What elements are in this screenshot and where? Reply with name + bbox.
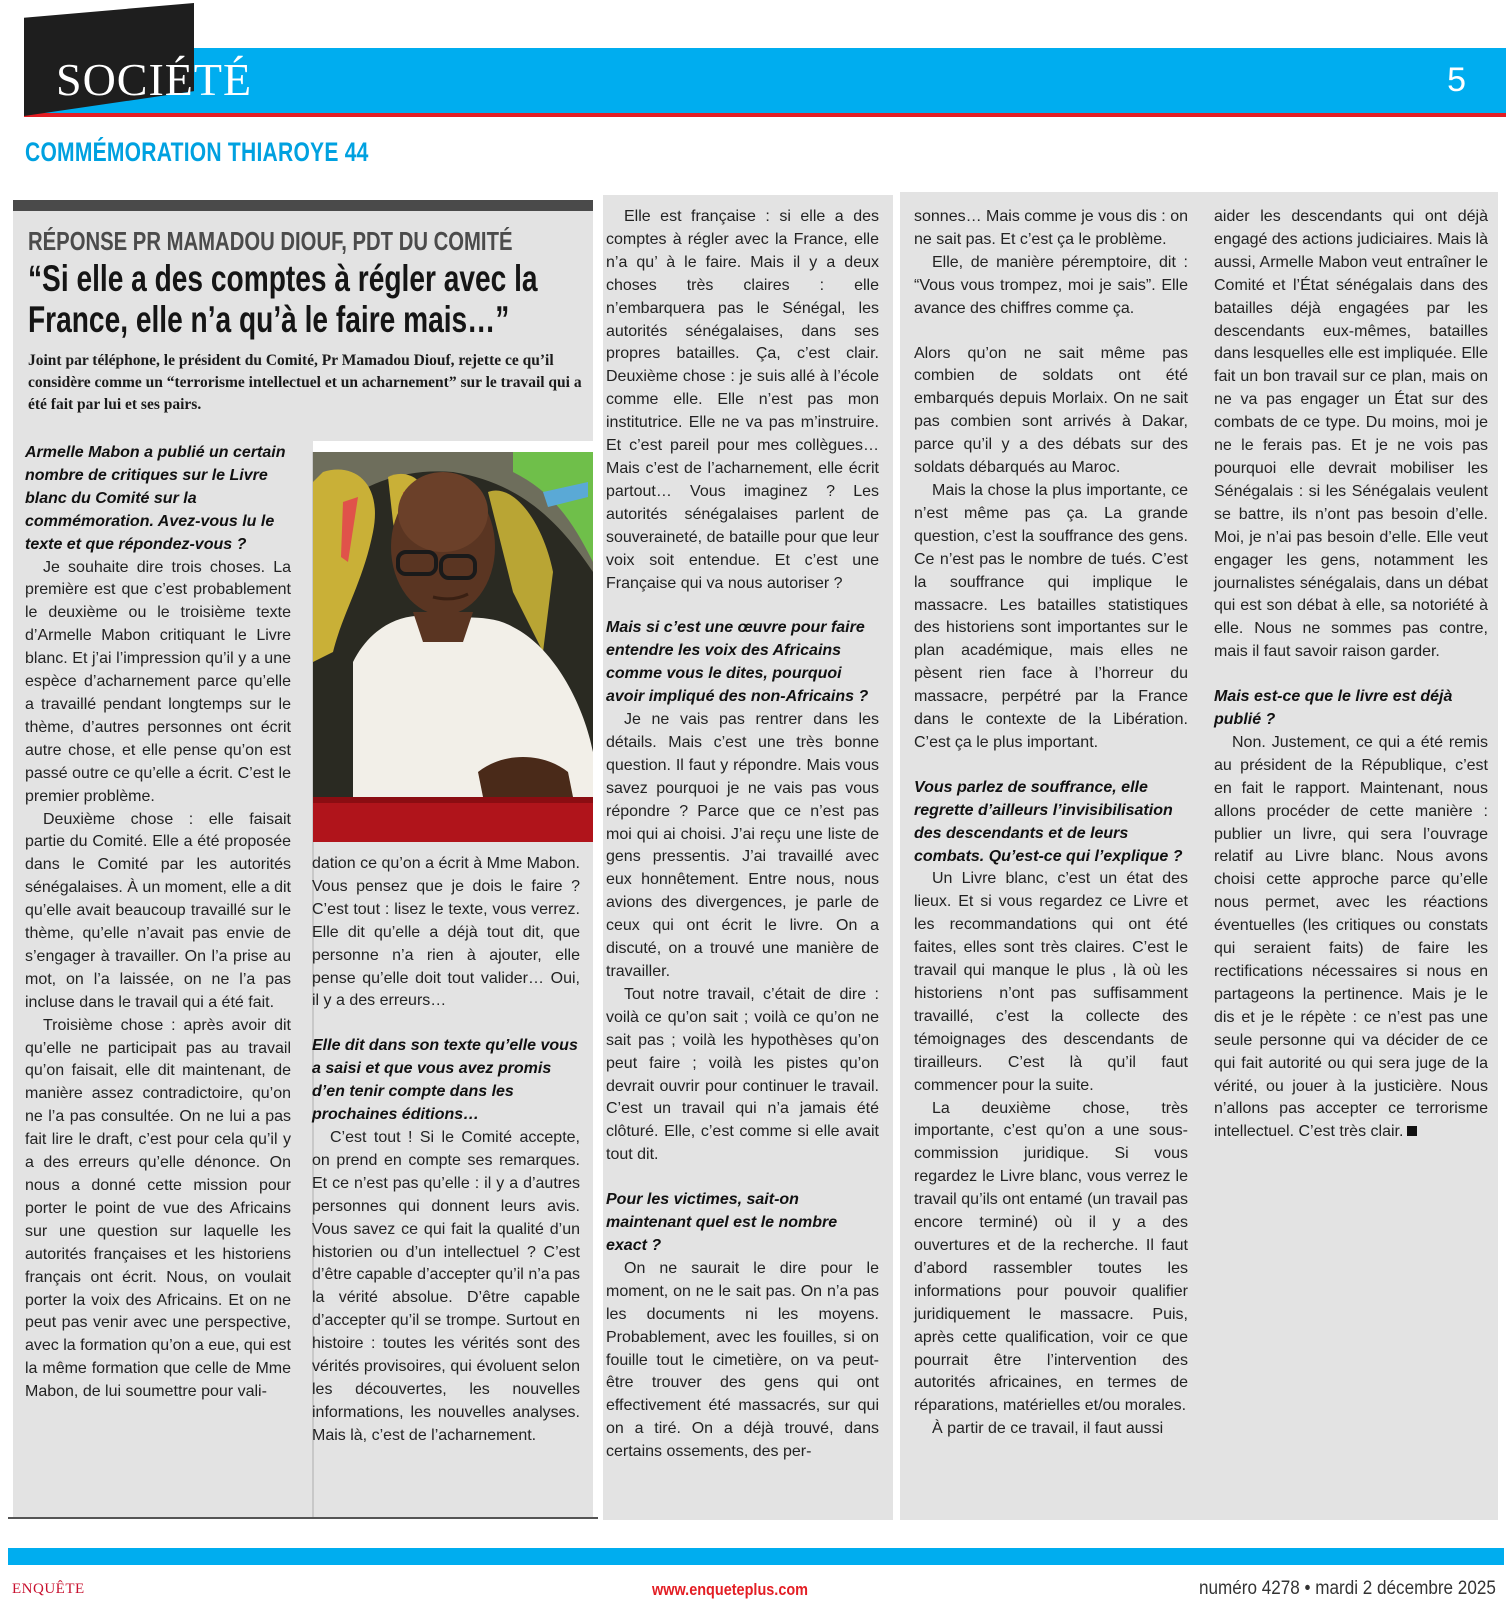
article-column-2 bbox=[312, 853, 580, 1448]
interview-answer-paragraph: dation ce qu’on a écrit à Mme Mabon. Vous pensez que je dois le faire ? C’est tout : lisez le texte, vous verrez. Elle dit qu’elle a déjà tout dit, que personne n’a rien à ajouter, elle pense qu’elle doit tout valider… Oui, il y a des erreurs… bbox=[312, 855, 580, 1010]
interview-question: Mais est-ce que le livre est déjà publié ? bbox=[1214, 688, 1453, 729]
interview-question: Elle dit dans son texte qu’elle vous a saisi et que vous avez promis d’en tenir compte dans les prochaines éditions… bbox=[312, 1037, 578, 1124]
interview-answer-paragraph: Troisième chose : après avoir dit qu’elle ne participait pas au travail qu’on faisait, elle dit maintenant, de manière assez contradictoire, qu’on ne l’a pas consultée. On ne lui a pas fait lire le draft, c’est pour cela qu’il y a des erreurs qu’elle dénonce. On nous a donné cette mission pour porter le point de vue des Africains sur une question sur laquelle les autorités françaises et les historiens français ont écrit. Nous, on voulait porter la voix des Africains. Et on ne peut pas venir avec une perspective, avec la formation qu’on a eue, qui est la même formation que celle de Mme Mabon, de lui soumettre pour vali- bbox=[25, 1016, 291, 1401]
interview-answer-paragraph: On ne saurait le dire pour le moment, on ne le sait pas. On n’a pas les documents ni les moyens. Probablement, avec les fouilles, si on fouille tout le cimetière, on va peut-être trouver des gens qui ont effectivement été massacrés, sur qui on a tiré. On a déjà trouvé, dans certains ossements, des per- bbox=[606, 1259, 879, 1461]
interview-question: Armelle Mabon a publié un certain nombre de critiques sur le Livre blanc du Comité sur la commémoration. Avez-vous lu le texte et que répondez-vous ? bbox=[25, 444, 286, 553]
interview-answer-paragraph bbox=[1214, 732, 1488, 1144]
interview-answer-paragraph: Alors qu’on ne sait même pas combien de soldats ont été embarqués depuis Morlaix. On ne sait pas combien sont arrivés à Dakar, parce qu’il y a des débats sur des soldats débarqués au Maroc. bbox=[914, 344, 1188, 477]
article-column-4 bbox=[914, 206, 1188, 1441]
article-kicker: RÉPONSE PR MAMADOU DIOUF, PDT DU COMITÉ bbox=[28, 226, 513, 256]
spacer bbox=[606, 595, 879, 617]
article-column-3 bbox=[606, 206, 879, 1464]
interview-answer-paragraph: Mais la chose la plus importante, ce n’est même pas ça. La grande question, c’est la souffrance des gens. Ce n’est pas le nombre de tués. C’est la souffrance qui implique le massacre. Les batailles statistiques des historiens sont importantes sur le plan académique, mais elles ne pèsent rien face à l’horreur du massacre, perpétré par la France dans le contexte de la Libération. C’est ça le plus important. bbox=[914, 481, 1188, 751]
interview-answer-paragraph: aider les descendants qui ont déjà engagé des actions judiciaires. Mais là aussi, Armelle Mabon veut entraîner le Comité et l’État sénégalais dans des batailles déjà engagées par les descendants eux-mêmes, batailles dans lesquelles elle est impliquée. Elle fait un bon travail sur ce plan, mais on ne va pas engager un État sur des combats de ce type. Du moins, moi je ne le ferais pas. Et je ne vois pas pourquoi elle devrait mobiliser les Sénégalais : si les Sénégalais veulent se battre, ils n’ont pas besoin d’elle. Moi, je n’ai pas besoin d’elle. Elle veut engager les gens, notamment les journalistes sénégalais, dans un débat qui est son débat à elle, sa notoriété à elle. Nous ne sommes pas contre, mais il faut savoir raison garder. bbox=[1214, 208, 1488, 661]
spacer bbox=[606, 1167, 879, 1189]
spacer bbox=[312, 1013, 580, 1035]
article-top-bar bbox=[13, 200, 593, 211]
header-red-rule bbox=[24, 113, 1506, 117]
article-lead: Joint par téléphone, le président du Comité, Pr Mamadou Diouf, rejette ce qu’il considère comme un “terrorisme intellectuel et un acharnement” sur le travail qui a été fait par lui et ses pairs. bbox=[28, 352, 582, 413]
interview-answer-paragraph: sonnes… Mais comme je vous dis : on ne sait pas. Et c’est ça le problème. bbox=[914, 208, 1188, 248]
section-title: SOCIÉTÉ bbox=[56, 54, 253, 105]
issue-info: numéro 4278 • mardi 2 décembre 2025 bbox=[1199, 1578, 1496, 1599]
interview-answer-paragraph: À partir de ce travail, il faut aussi bbox=[932, 1420, 1164, 1438]
interview-answer-paragraph: Elle, de manière péremptoire, dit : “Vous vous trompez, moi je sais”. Elle avance des chiffres comme ça. bbox=[914, 253, 1188, 317]
spacer bbox=[914, 321, 1188, 343]
interview-answer-paragraph: La deuxième chose, très importante, c’est qu’on a une sous-commission juridique. Si vous regardez le Livre blanc, vous verrez le travail qu’ils ont entamé (un travail pas encore terminé) où il y a des ouvertures et de la recherche. Il faut d’abord rassembler toutes les informations pour pouvoir qualifier juridiquement le massacre. Puis, après cette qualification, voir ce que pourrait être l’intervention des autorités africaines, en termes de réparations, matérielles et/ou morales. bbox=[914, 1099, 1188, 1415]
interview-question: Pour les victimes, sait-on maintenant quel est le nombre exact ? bbox=[606, 1191, 838, 1254]
article-column-5 bbox=[1214, 206, 1488, 1144]
article-bottom-rule bbox=[8, 1517, 598, 1519]
rubric-title: COMMÉMORATION THIAROYE 44 bbox=[25, 137, 369, 167]
interview-answer-paragraph: Elle est française : si elle a des comptes à régler avec la France, elle n’a qu’ à le faire. Mais il y a deux choses très claires : elle n’embarquera pas le Sénégal, les autorités sénégalaises, dans ses propres batailles. Ça, c’est clair. Deuxième chose : je suis allé à l’école comme elle. Elle n’est pas mon institutrice. Elle ne va pas m’instruire. Et c’est pareil pour mes collègues… Mais c’est de l’acharnement, elle écrit partout… Vous imaginez ? Les autorités sénégalaises parlent de souveraineté, de bataille pour que leur voix soit entendue. Et c’est une Française qui va nous autoriser ? bbox=[606, 208, 879, 592]
spacer bbox=[1214, 664, 1488, 686]
footer-bar bbox=[8, 1548, 1504, 1565]
interview-question: Vous parlez de souffrance, elle regrette d’ailleurs l’invisibilisation des descendants et de leurs combats. Qu’est-ce qui l’explique ? bbox=[914, 778, 1183, 865]
portrait-photo bbox=[313, 452, 593, 842]
end-of-article-square-icon bbox=[1407, 1126, 1417, 1136]
publication-logo: ENQUÊTE bbox=[12, 1581, 85, 1597]
interview-answer-paragraph: C’est tout ! Si le Comité accepte, on prend en compte ses remarques. Et ce n’est pas qu’elle : il y a d’autres personnes qui donnent leurs avis. Vous savez ce qui fait la qualité d’un historien ou d’un intellectuel ? C’est d’être capable d’accepter qu’il n’a pas la vérité absolue. D’être capable d’accepter qu’il se trompe. Surtout en histoire : toutes les vérités sont des vérités provisoires, qui évoluent selon les découvertes, les nouvelles informations, les nouvelles analyses. Mais là, c’est de l’acharnement. bbox=[312, 1128, 580, 1444]
article-column-1 bbox=[25, 442, 291, 1404]
portrait-image-icon bbox=[313, 452, 593, 842]
closing-answer-text: Non. Justement, ce qui a été remis au président de la République, c’est en fait le rapport. Maintenant, nous allons procéder de cette manière : publier un livre, qui sera l’ouvrage relatif au Livre blanc. Nous avons choisi cette approche parce qu’elle nous permet, avec les réactions éventuelles (les critiques ou constats qui seraient faits) de faire les rectifications nécessaires si nous en partageons la pertinence. Mais je le dis et je le répète : ce n’est pas une seule personne qui va décider de ce qui fait autorité ou qui sera juge de la vérité, ou jouer à la justicière. Nous n’allons pas accepter ce terrorisme intellectuel. C’est très clair. bbox=[1214, 733, 1488, 1141]
interview-answer-paragraph: Je ne vais pas rentrer dans les détails. Mais c’est une très bonne question. Il faut y répondre. Mais vous savez pourquoi je ne vais pas vous répondre ? Parce que ce n’est pas moi qui ai choisi. J’ai reçu une liste de gens pressentis. J’ai travaillé avec eux honnêtement. Entre nous, nous avions des divergences, je parle de ceux qui ont écrit le livre. On a discuté, on a trouvé une manière de travailler. bbox=[606, 711, 879, 980]
spacer bbox=[914, 755, 1188, 777]
page-number: 5 bbox=[1447, 61, 1466, 99]
interview-answer-paragraph: Un Livre blanc, c’est un état des lieux. Et si vous regardez ce Livre et les recommandations qui ont été faites, elles sont très claires. C’est le travail qui manque le plus , là où les historiens n’ont pas suffisamment travaillé, c’est la collecte des témoignages des descendants de tirailleurs. C’est là qu’il faut commencer pour la suite. bbox=[914, 870, 1188, 1094]
interview-answer-paragraph: Deuxième chose : elle faisait partie du Comité. Elle a été proposée dans le Comité par les autorités sénégalaises. À un moment, elle a dit qu’elle avait beaucoup travaillé sur le thème, qu’elle n’avait pas envie de s’engager à travailler. On l’a prise au mot, on l’a laissée, on ne l’a pas incluse dans le travail qui a été fait. bbox=[25, 810, 291, 1011]
article-headline: “Si elle a des comptes à régler avec la France, elle n’a qu’à le faire mais…” bbox=[28, 258, 538, 340]
interview-answer-paragraph: Je souhaite dire trois choses. La première est que c’est probablement le deuxième ou le troisième texte d’Armelle Mabon critiquant le Livre blanc. Et j’ai l’impression qu’il y a une espèce d’acharnement parce qu’elle a travaillé pendant longtemps sur le thème, d’autres personnes ont écrit autre chose, et elle pense qu’on est passé outre ce qu’elle a écrit. C’est le premier problème. bbox=[25, 558, 291, 805]
website-link[interactable]: www.enqueteplus.com bbox=[652, 1580, 809, 1599]
interview-question: Mais si c’est une œuvre pour faire entendre les voix des Africains comme vous le dites, pourquoi avoir impliqué des non-Africains ? bbox=[606, 619, 869, 706]
interview-answer-paragraph: Tout notre travail, c’était de dire : voilà ce qu’on sait ; voilà ce qu’on ne sait pas ; voilà les hypothèses qu’on peut faire ; voilà les pistes qu’on devrait ouvrir pour continuer le travail. C’est un travail qui n’a jamais été clôturé. Elle, c’est comme si elle avait tout dit. bbox=[606, 985, 879, 1164]
